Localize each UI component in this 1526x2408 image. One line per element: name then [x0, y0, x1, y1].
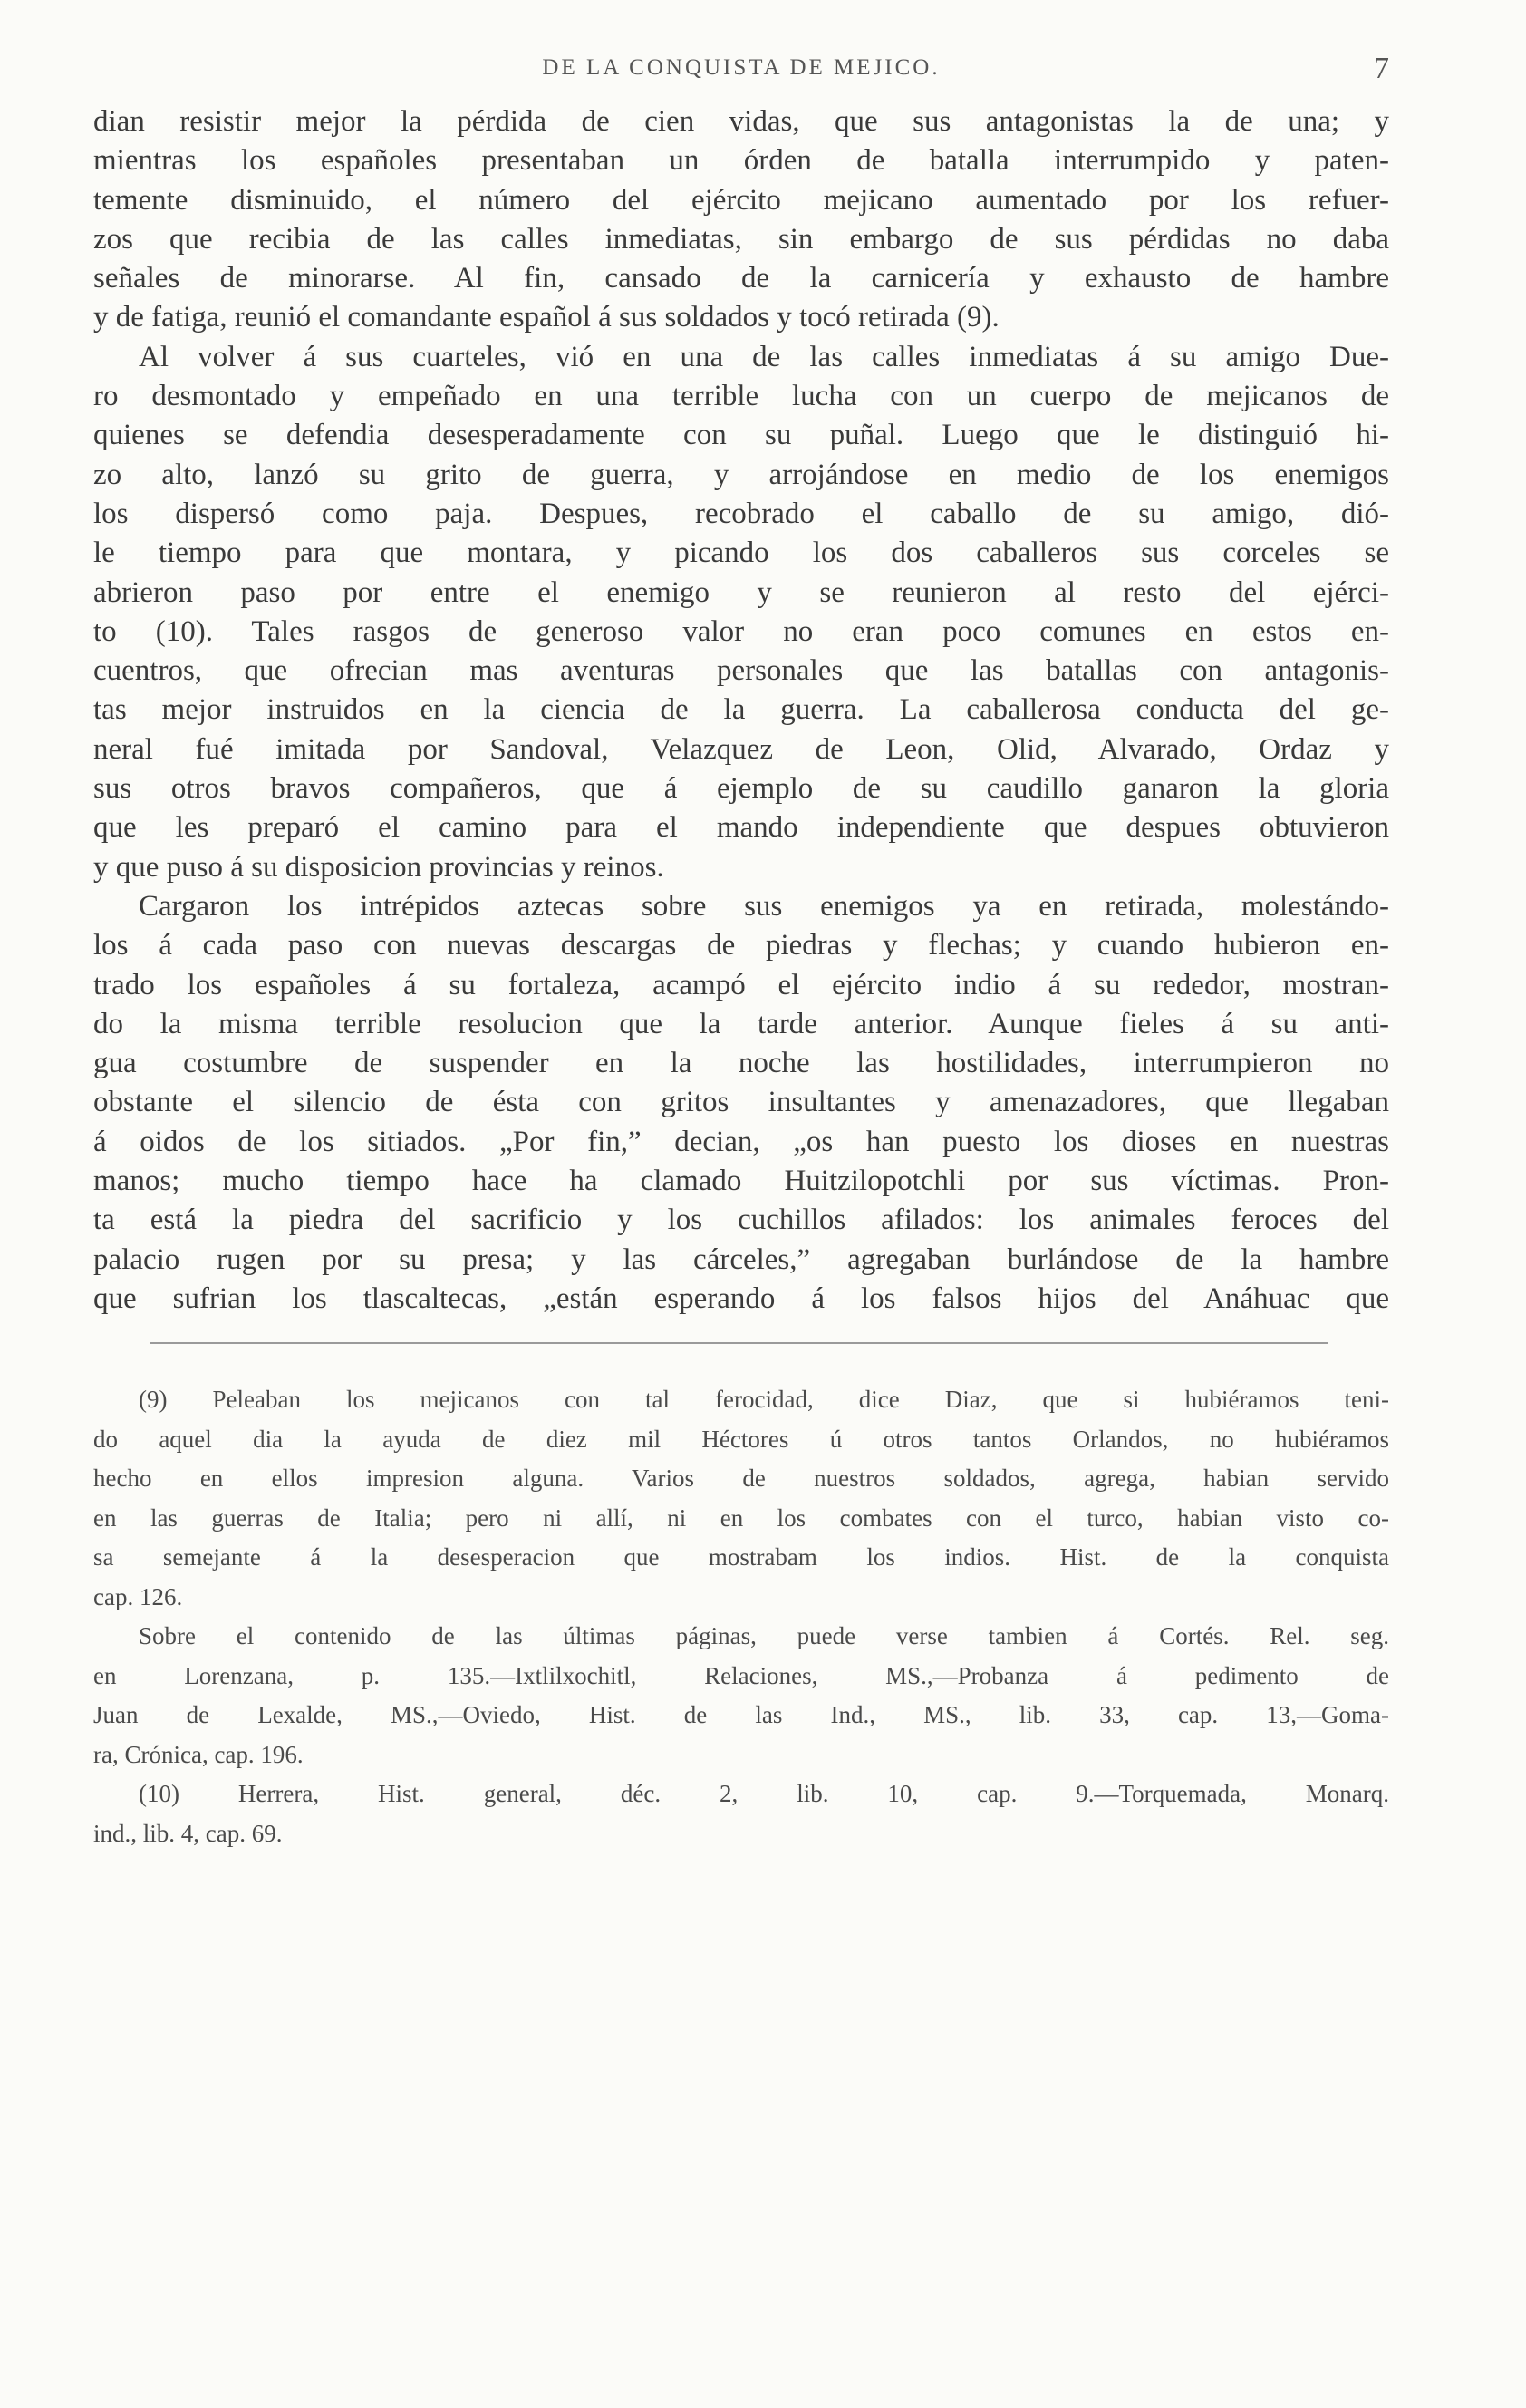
body-line: tas mejor instruidos en la ciencia de la guerra. La caballerosa conducta del ge-	[93, 693, 1389, 727]
body-line: sus otros bravos compañeros, que á ejemplo de su caudillo ganaron la gloria	[93, 772, 1389, 806]
body-line: que les preparó el camino para el mando independiente que despues obtuvieron	[93, 811, 1389, 845]
body-line: y de fatiga, reunió el comandante español á sus soldados y tocó retirada (9).	[93, 301, 1000, 334]
body-line: to (10). Tales rasgos de generoso valor no eran poco comunes en estos en-	[93, 614, 1389, 648]
footnote-line: cap. 126.	[93, 1582, 183, 1610]
footnotes	[93, 1380, 1389, 1853]
footnote-line: Juan de Lexalde, MS.,—Oviedo, Hist. de las Ind., MS., lib. 33, cap. 13,—Goma-	[93, 1701, 1389, 1729]
body-line: los á cada paso con nuevas descargas de piedras y flechas; y cuando hubieron en-	[93, 929, 1389, 962]
footnote-line: (10) Herrera, Hist. general, déc. 2, lib. 10, cap. 9.—Torquemada, Monarq.	[139, 1780, 1389, 1808]
running-title: DE LA CONQUISTA DE MEJICO.	[542, 55, 941, 80]
body-line: y que puso á su disposicion provincias y reinos.	[93, 850, 664, 884]
footnote-line: Sobre el contenido de las últimas páginas, puede verse tambien á Cortés. Rel. seg.	[139, 1622, 1389, 1650]
page-number: 7	[1374, 52, 1389, 85]
footnote-line: en las guerras de Italia; pero ni allí, ni en los combates con el turco, habian visto co-	[93, 1504, 1389, 1532]
body-line: Al volver á sus cuarteles, vió en una de las calles inmediatas á su amigo Due-	[139, 340, 1389, 373]
footnote-line: ind., lib. 4, cap. 69.	[93, 1819, 283, 1847]
body-line: quienes se defendia desesperadamente con su puñal. Luego que le distinguió hi-	[93, 419, 1389, 452]
footnote-line: do aquel dia la ayuda de diez mil Héctores ú otros tantos Orlandos, no hubiéramos	[93, 1425, 1389, 1453]
body-line: que sufrian los tlascaltecas, „están esperando á los falsos hijos del Anáhuac que	[93, 1281, 1389, 1315]
footnote-line: ra, Crónica, cap. 196.	[93, 1740, 304, 1768]
body-line: trado los españoles á su fortaleza, acampó el ejército indio á su rededor, mostran-	[93, 968, 1389, 1001]
body-text	[93, 102, 1389, 1319]
body-line: Cargaron los intrépidos aztecas sobre sus enemigos ya en retirada, molestándo-	[139, 889, 1389, 923]
footnote-line: en Lorenzana, p. 135.—Ixtlilxochitl, Relaciones, MS.,—Probanza á pedimento de	[93, 1661, 1389, 1689]
body-line: neral fué imitada por Sandoval, Velazquez de Leon, Olid, Alvarado, Ordaz y	[93, 732, 1389, 766]
body-line: temente disminuido, el número del ejército mejicano aumentado por los refuer-	[93, 183, 1389, 217]
body-line: los dispersó como paja. Despues, recobrado el caballo de su amigo, dió-	[93, 497, 1389, 530]
footnote-divider	[150, 1342, 1328, 1344]
body-line: ro desmontado y empeñado en una terrible lucha con un cuerpo de mejicanos de	[93, 380, 1389, 413]
body-line: do la misma terrible resolucion que la tarde anterior. Aunque fieles á su anti-	[93, 1007, 1389, 1040]
body-line: palacio rugen por su presa; y las cárceles,” agregaban burlándose de la hambre	[93, 1243, 1389, 1276]
body-line: á oidos de los sitiados. „Por fin,” decian, „os han puesto los dioses en nuestras	[93, 1125, 1389, 1158]
body-line: mientras los españoles presentaban un órden de batalla interrumpido y paten-	[93, 144, 1389, 178]
footnote-line: hecho en ellos impresion alguna. Varios de nuestros soldados, agrega, habian servido	[93, 1465, 1389, 1493]
body-line: ta está la piedra del sacrificio y los cuchillos afilados: los animales feroces del	[93, 1204, 1389, 1237]
body-line: cuentros, que ofrecian mas aventuras personales que las batallas con antagonis-	[93, 654, 1389, 688]
body-line: zo alto, lanzó su grito de guerra, y arrojándose en medio de los enemigos	[93, 458, 1389, 491]
book-page	[93, 50, 1389, 1853]
body-line: obstante el silencio de ésta con gritos insultantes y amenazadores, que llegaban	[93, 1086, 1389, 1119]
body-line: le tiempo para que montara, y picando los dos caballeros sus corceles se	[93, 537, 1389, 570]
footnote-line: sa semejante á la desesperacion que mostrabam los indios. Hist. de la conquista	[93, 1543, 1389, 1571]
body-line: manos; mucho tiempo hace ha clamado Huitzilopotchli por sus víctimas. Pron-	[93, 1165, 1389, 1198]
body-line: gua costumbre de suspender en la noche las hostilidades, interrumpieron no	[93, 1047, 1389, 1080]
body-line: zos que recibia de las calles inmediatas, sin embargo de sus pérdidas no daba	[93, 222, 1389, 256]
footnote-line: (9) Peleaban los mejicanos con tal ferocidad, dice Diaz, que si hubiéramos teni-	[139, 1386, 1389, 1414]
body-line: dian resistir mejor la pérdida de cien vidas, que sus antagonistas la de una; y	[93, 105, 1389, 138]
body-line: señales de minorarse. Al fin, cansado de la carnicería y exhausto de hambre	[93, 262, 1389, 295]
page-header	[93, 50, 1389, 95]
body-line: abrieron paso por entre el enemigo y se reunieron al resto del ejérci-	[93, 575, 1389, 609]
